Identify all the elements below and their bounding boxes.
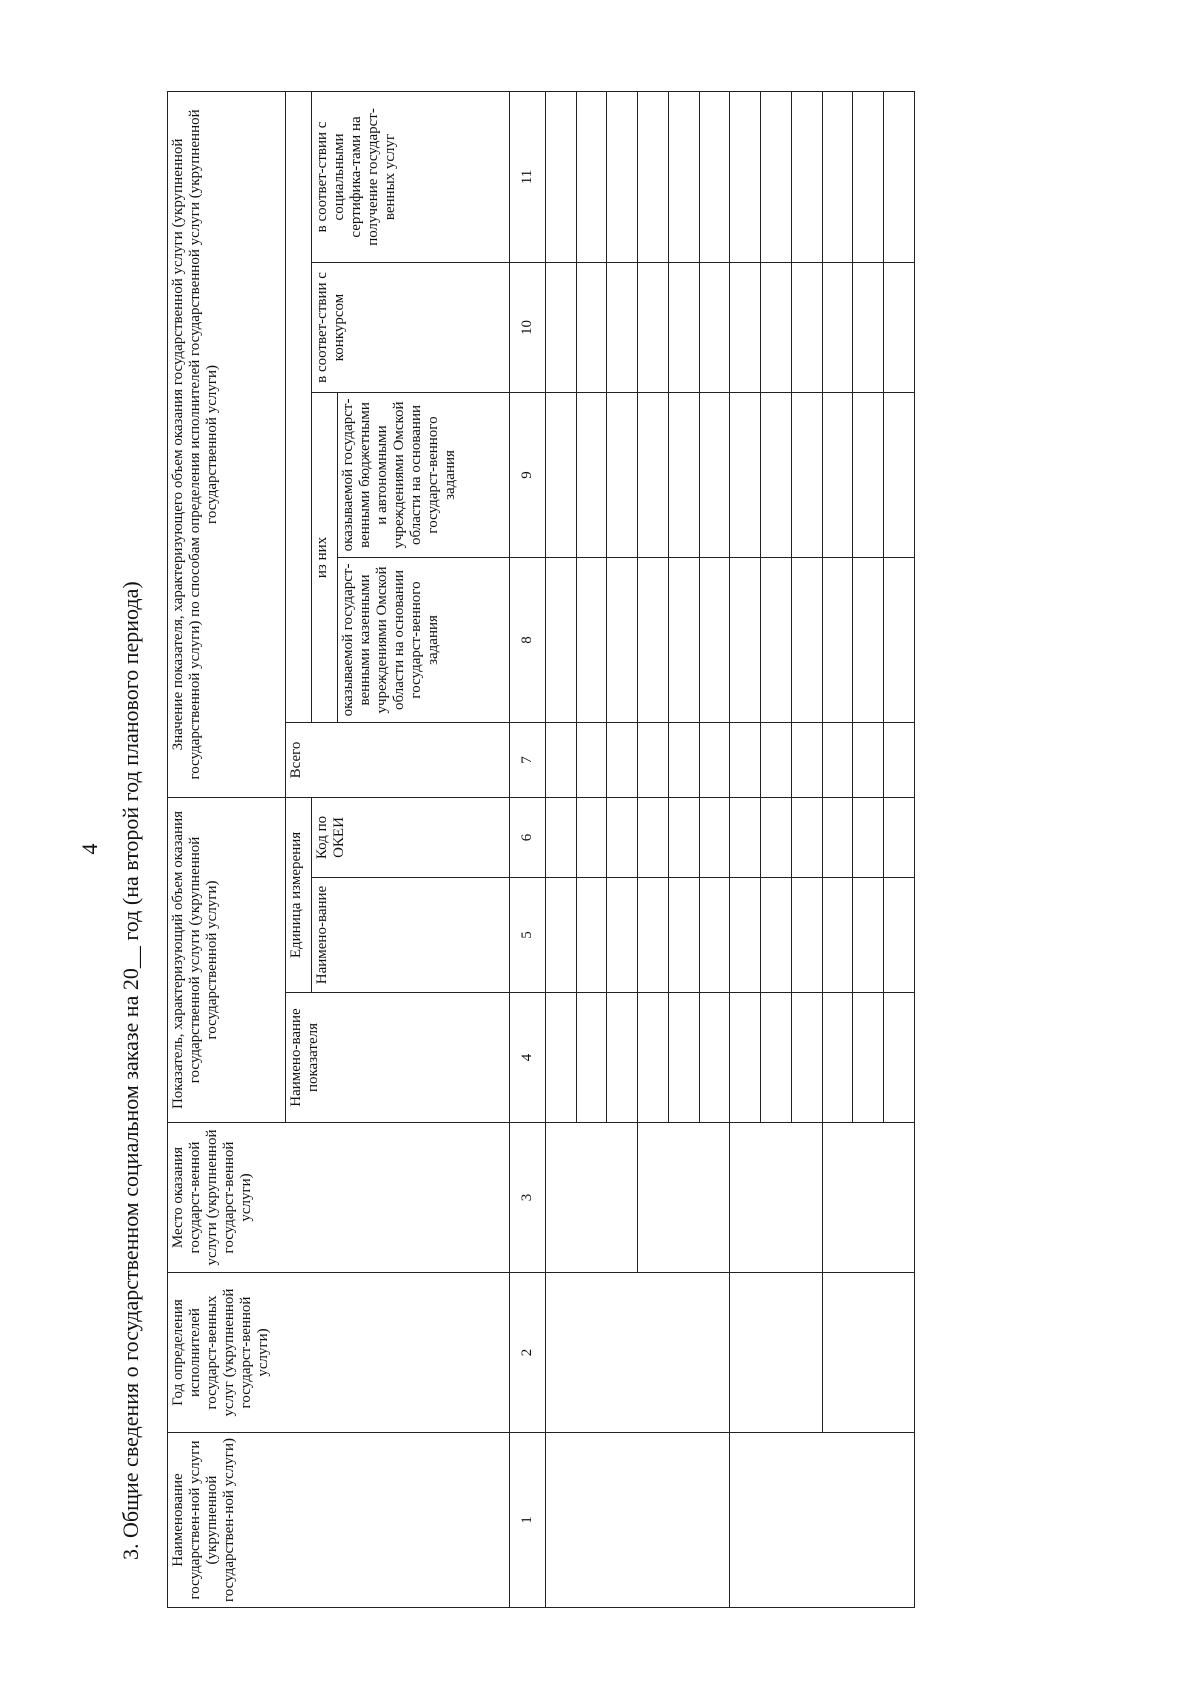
cell: [638, 722, 669, 797]
cell: [730, 993, 761, 1123]
header-indicator-group: Показатель, характеризующий объем оказания государственной услуги (укрупненной государственной услуги): [168, 797, 286, 1122]
cell: [668, 797, 699, 877]
cell: [607, 993, 638, 1123]
header-competition: в соответ-ствии с конкурсом: [311, 262, 509, 392]
cell: [576, 392, 607, 557]
cell-place: [822, 1123, 914, 1273]
cell: [699, 392, 730, 557]
cell-year: [822, 1273, 914, 1433]
cell: [545, 993, 576, 1123]
cell: [730, 797, 761, 877]
cell: [761, 878, 792, 993]
column-number: 8: [510, 557, 546, 722]
header-empty-band: [286, 91, 312, 722]
column-number: 9: [510, 392, 546, 557]
cell: [884, 993, 915, 1123]
cell: [853, 262, 884, 392]
cell: [576, 878, 607, 993]
cell: [822, 722, 853, 797]
cell: [699, 91, 730, 262]
cell: [791, 878, 822, 993]
cell: [761, 993, 792, 1123]
cell: [884, 91, 915, 262]
cell: [699, 878, 730, 993]
cell: [822, 557, 853, 722]
cell: [853, 797, 884, 877]
column-number: 11: [510, 91, 546, 262]
cell: [638, 993, 669, 1123]
table-row: [822, 91, 853, 1607]
cell: [576, 993, 607, 1123]
cell: [822, 993, 853, 1123]
cell: [791, 722, 822, 797]
column-number: 7: [510, 722, 546, 797]
social-order-table: [167, 92, 915, 1608]
cell: [853, 993, 884, 1123]
cell-place: [545, 1123, 637, 1273]
column-number: 4: [510, 993, 546, 1123]
table-grid: [167, 91, 915, 1608]
header-certificates: в соответ-ствии с социальными сертифика-тами на получение государст-венных услуг: [311, 91, 509, 262]
cell: [730, 722, 761, 797]
cell: [791, 262, 822, 392]
header-gov-budget: оказываемой государст-венными бюджетными и автономными учреждениями Омской области на основании государст-венного задания: [337, 392, 509, 557]
cell: [668, 392, 699, 557]
cell: [822, 392, 853, 557]
cell: [576, 797, 607, 877]
cell: [730, 392, 761, 557]
cell: [791, 993, 822, 1123]
cell: [638, 797, 669, 877]
cell: [699, 993, 730, 1123]
cell: [668, 878, 699, 993]
cell: [853, 878, 884, 993]
section-title: 3. Общие сведения о государственном социальном заказе на 20__ год (на второй год планового периода): [118, 581, 143, 1560]
cell: [607, 557, 638, 722]
cell: [822, 878, 853, 993]
cell-place: [638, 1123, 730, 1273]
cell: [638, 262, 669, 392]
table-row: [730, 91, 761, 1607]
header-unit-code: Код по ОКЕИ: [311, 797, 509, 877]
column-number: 2: [510, 1273, 546, 1433]
cell: [668, 557, 699, 722]
cell: [730, 878, 761, 993]
cell: [545, 797, 576, 877]
cell: [607, 262, 638, 392]
cell: [668, 262, 699, 392]
cell: [638, 557, 669, 722]
cell: [607, 722, 638, 797]
header-total: Всего: [286, 722, 510, 797]
header-unit-name: Наимено-вание: [311, 878, 509, 993]
cell: [699, 797, 730, 877]
cell: [853, 392, 884, 557]
cell: [730, 557, 761, 722]
cell: [761, 722, 792, 797]
header-value-group: Значение показателя, характеризующего объем оказания государственной услуги (укрупненной государственной услуги) по способам определения исполнителей государственной услуги (укрупненной государственной услуги): [168, 91, 286, 797]
cell: [791, 797, 822, 877]
cell: [822, 91, 853, 262]
page-number: 4: [77, 843, 102, 855]
cell: [884, 392, 915, 557]
header-service-name: Наименование государствен-ной услуги (укрупненной государствен-ной услуги): [168, 1433, 510, 1608]
header-indicator-name: Наимено-вание показателя: [286, 993, 510, 1123]
cell: [668, 993, 699, 1123]
cell-year: [730, 1273, 822, 1433]
cell: [576, 722, 607, 797]
cell: [761, 392, 792, 557]
header-place: Место оказания государст-венной услуги (укрупненной государст-венной услуги): [168, 1123, 510, 1273]
column-number: 3: [510, 1123, 546, 1273]
cell: [699, 262, 730, 392]
cell: [576, 557, 607, 722]
cell-year: [545, 1273, 730, 1433]
cell: [668, 722, 699, 797]
cell: [576, 91, 607, 262]
cell: [607, 878, 638, 993]
column-number: 5: [510, 878, 546, 993]
cell: [761, 797, 792, 877]
cell: [853, 91, 884, 262]
header-of-them: из них: [311, 392, 337, 722]
cell: [761, 262, 792, 392]
cell: [576, 262, 607, 392]
cell: [853, 722, 884, 797]
cell-place: [730, 1123, 822, 1273]
cell: [884, 262, 915, 392]
cell: [545, 392, 576, 557]
cell: [791, 557, 822, 722]
cell: [607, 392, 638, 557]
cell: [638, 392, 669, 557]
cell: [791, 392, 822, 557]
column-number-row: [510, 91, 546, 1607]
cell-service-name: [730, 1433, 915, 1608]
cell: [884, 722, 915, 797]
header-year-executors: Год определения исполнителей государст-венных услуг (укрупненной государст-венной услуги): [168, 1273, 510, 1433]
column-number: 6: [510, 797, 546, 877]
cell: [822, 262, 853, 392]
column-number: 1: [510, 1433, 546, 1608]
cell: [730, 91, 761, 262]
cell: [545, 262, 576, 392]
cell: [853, 557, 884, 722]
cell-service-name: [545, 1433, 730, 1608]
cell: [730, 262, 761, 392]
cell: [638, 878, 669, 993]
cell: [699, 722, 730, 797]
cell: [545, 878, 576, 993]
cell: [761, 91, 792, 262]
cell: [607, 91, 638, 262]
cell: [884, 878, 915, 993]
cell: [607, 797, 638, 877]
cell: [822, 797, 853, 877]
cell: [545, 557, 576, 722]
cell: [668, 91, 699, 262]
cell: [761, 557, 792, 722]
cell: [638, 91, 669, 262]
column-number: 10: [510, 262, 546, 392]
header-gov-kazen: оказываемой государст-венными казенными учреждениями Омской области на основании государст-венного задания: [337, 557, 509, 722]
cell: [699, 557, 730, 722]
cell: [545, 91, 576, 262]
cell: [545, 722, 576, 797]
header-unit-group: Единица измерения: [286, 797, 312, 992]
cell: [884, 797, 915, 877]
table-row: [545, 91, 576, 1607]
cell: [791, 91, 822, 262]
cell: [884, 557, 915, 722]
